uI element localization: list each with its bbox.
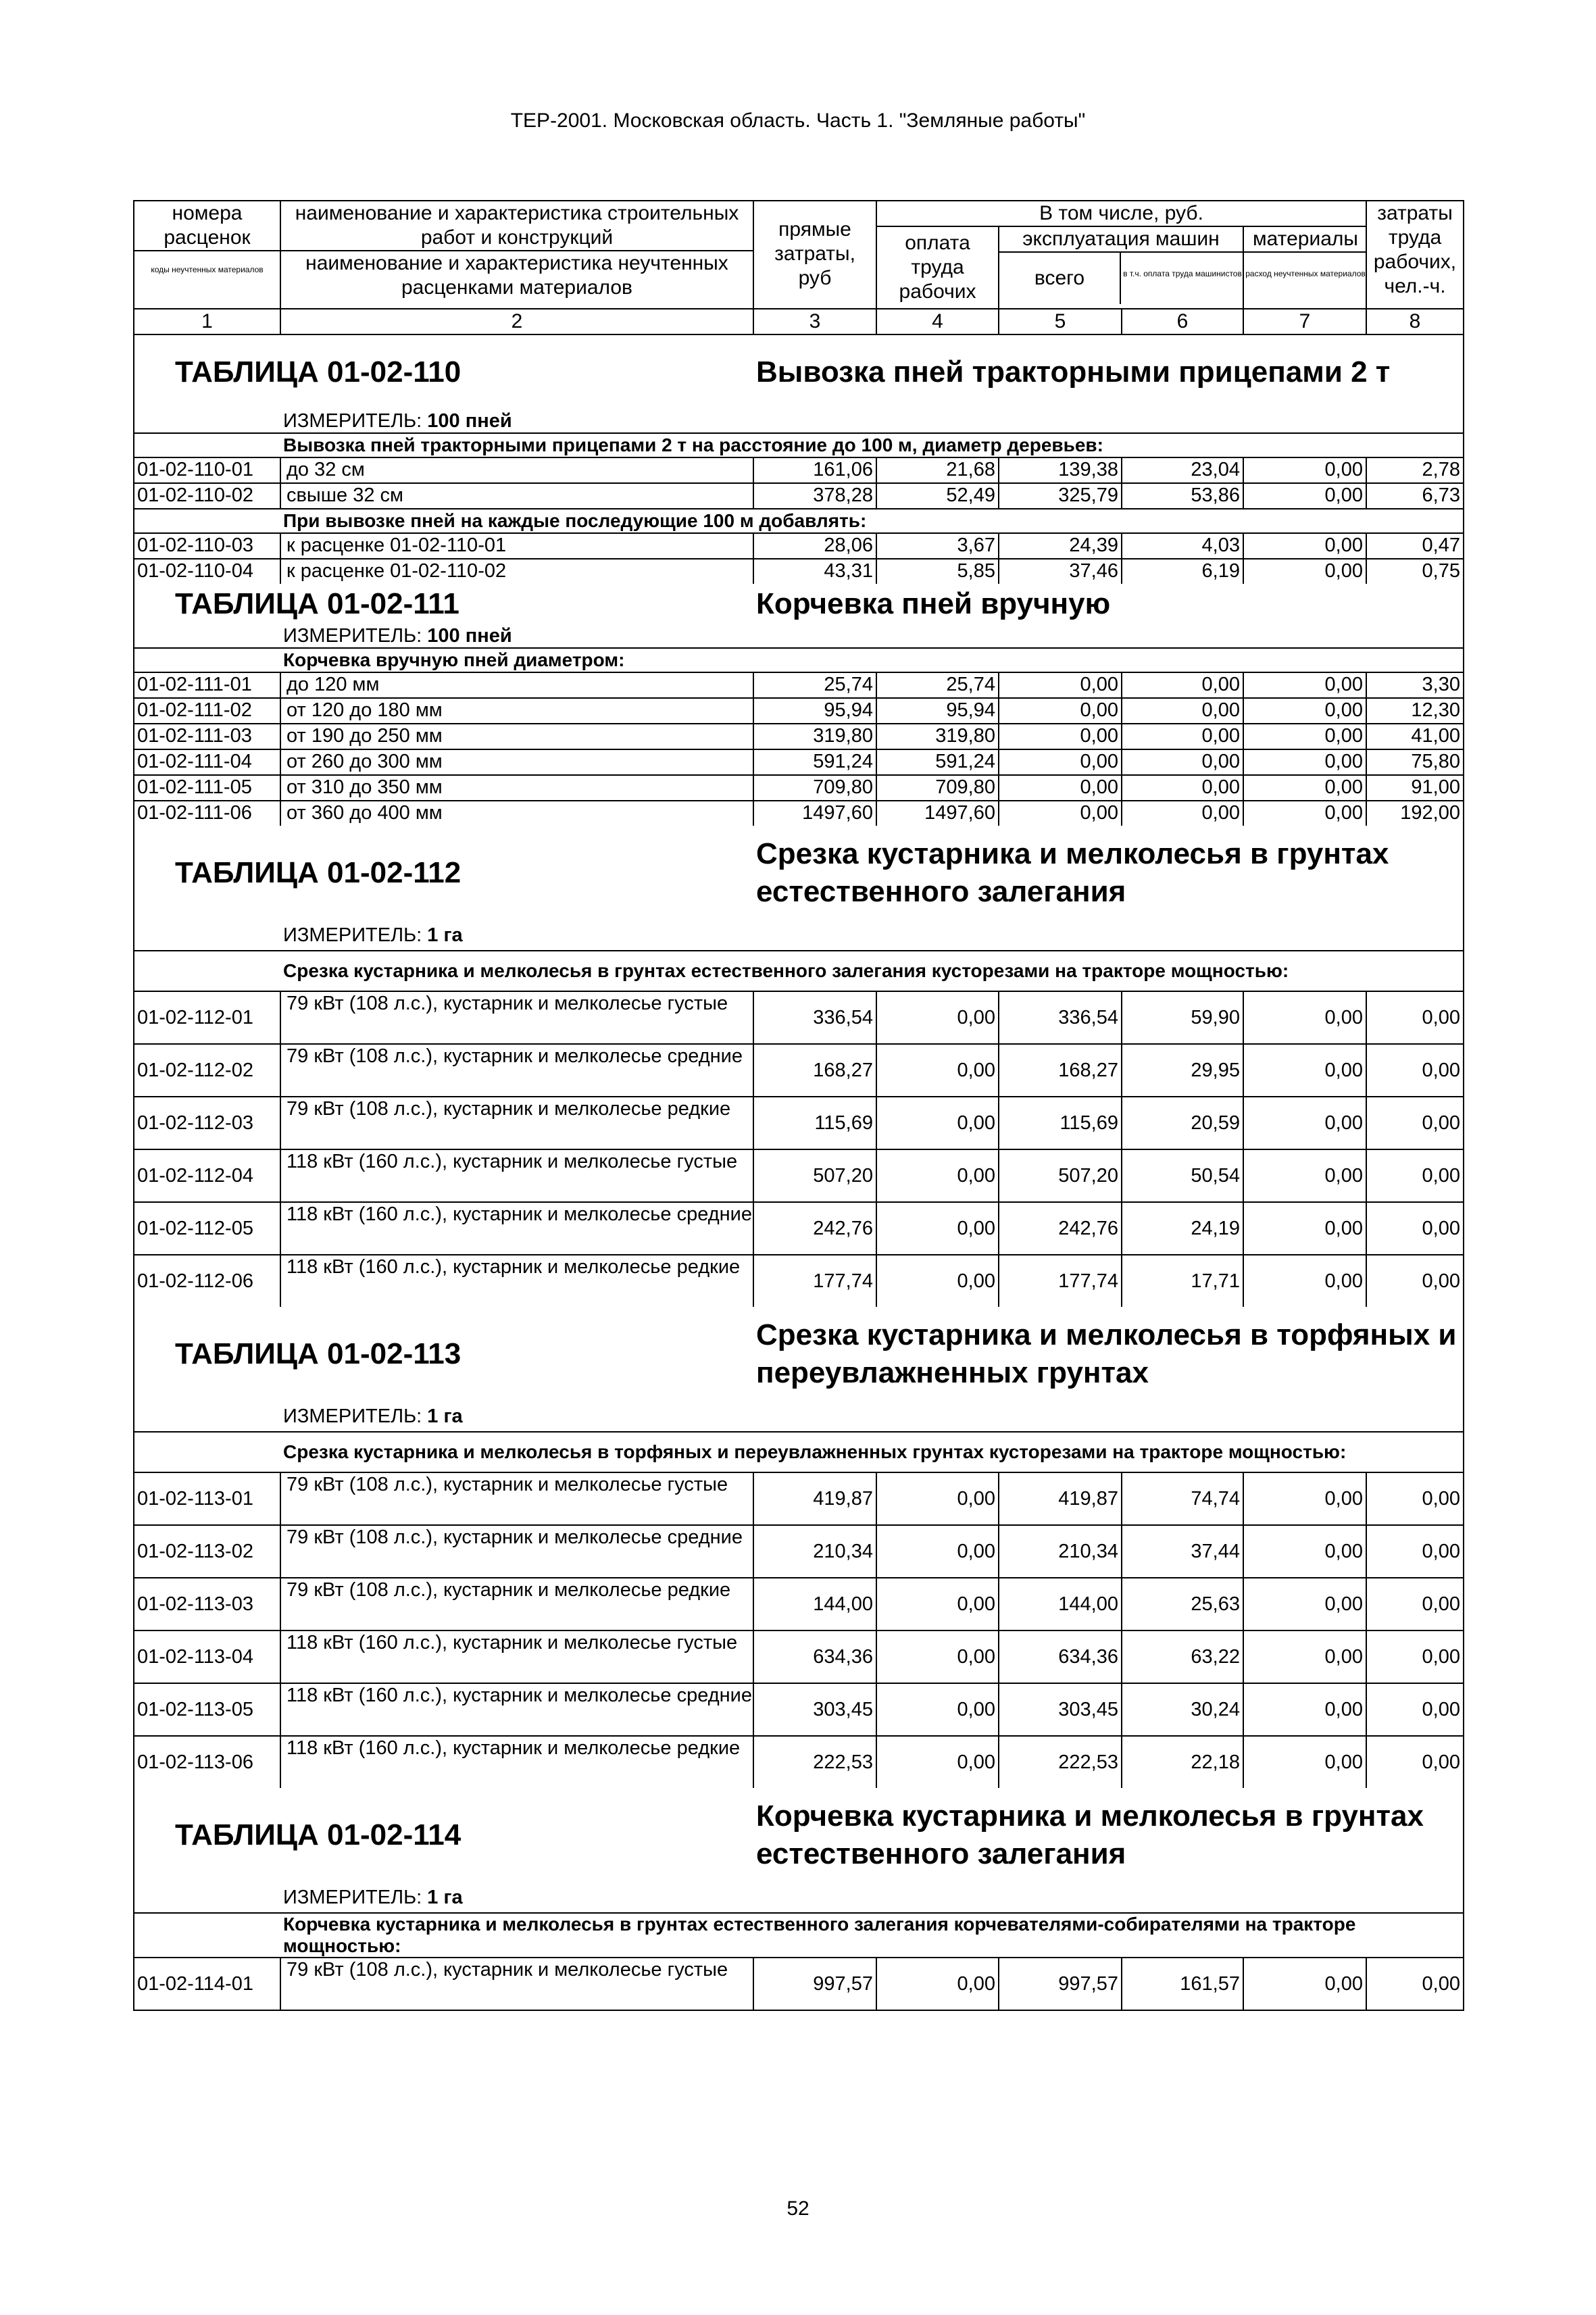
machine-total-cell: 997,57	[999, 1958, 1122, 2010]
table-row	[134, 1043, 1463, 1096]
labor-pay-cell: 0,00	[877, 1203, 999, 1254]
direct-cost-cell: 161,06	[754, 458, 877, 482]
work-name-cell: к расценке 01-02-110-02	[281, 559, 754, 584]
machine-total-cell: 634,36	[999, 1631, 1122, 1683]
column-number: 7	[1244, 309, 1367, 334]
page-number: 52	[787, 2197, 809, 2220]
materials-cell: 0,00	[1244, 992, 1367, 1043]
machine-total-cell: 144,00	[999, 1578, 1122, 1630]
column-numbers	[134, 309, 1463, 335]
labor-hours-cell: 12,30	[1411, 699, 1460, 721]
direct-cost-cell: 43,31	[754, 559, 877, 584]
machinist-pay-cell: 4,03	[1122, 534, 1244, 558]
rate-code-cell: 01-02-113-02	[134, 1526, 281, 1577]
table-row	[134, 774, 1463, 800]
machine-total-cell: 0,00	[999, 724, 1122, 749]
machine-total-cell: 419,87	[999, 1473, 1122, 1524]
materials-cell: 0,00	[1244, 1737, 1367, 1788]
labor-pay-cell: 3,67	[877, 534, 999, 558]
work-name-cell: до 120 мм	[281, 673, 754, 697]
header-text: руб	[798, 267, 832, 289]
machine-total-cell: 168,27	[999, 1045, 1122, 1096]
labor-hours-cell: 0,00	[1422, 1487, 1460, 1510]
machine-total-cell: 210,34	[999, 1526, 1122, 1577]
labor-hours-cell: 0,00	[1422, 1972, 1460, 1995]
work-name-cell: 79 кВт (108 л.с.), кустарник и мелколесье средние	[281, 1045, 754, 1096]
machinist-pay-cell: 161,57	[1122, 1958, 1244, 2010]
header-text: труда	[911, 256, 964, 278]
table-row	[134, 1524, 1463, 1577]
estimate-block	[134, 1307, 1463, 1788]
table-id: ТАБЛИЦА 01-02-110	[175, 355, 462, 389]
section-title: При вывозке пней на каждые последующие 100 м добавлять:	[134, 508, 1463, 532]
header-text: труда	[1388, 226, 1442, 249]
machinist-pay-cell: 53,86	[1122, 484, 1244, 508]
direct-cost-cell: 378,28	[754, 484, 877, 508]
machine-total-cell: 24,39	[999, 534, 1122, 558]
direct-cost-cell: 634,36	[754, 1631, 877, 1683]
rate-code-cell: 01-02-112-04	[134, 1150, 281, 1201]
measure-value: 1 га	[427, 1405, 463, 1427]
materials-cell: 0,00	[1244, 1203, 1367, 1254]
materials-cell: 0,00	[1244, 1578, 1367, 1630]
direct-cost-cell: 222,53	[754, 1737, 877, 1788]
work-name-cell: 79 кВт (108 л.с.), кустарник и мелколесье густые	[281, 1958, 754, 2010]
rate-code-cell: 01-02-113-04	[134, 1631, 281, 1683]
direct-cost-cell: 177,74	[754, 1255, 877, 1307]
labor-hours-cell: 6,73	[1422, 484, 1460, 506]
work-name-cell: 118 кВт (160 л.с.), кустарник и мелколесье редкие	[281, 1255, 754, 1307]
column-number: 5	[999, 309, 1122, 334]
machine-total-cell: 0,00	[999, 673, 1122, 697]
labor-hours-cell: 0,00	[1422, 1006, 1460, 1028]
work-name-cell: 79 кВт (108 л.с.), кустарник и мелколесье средние	[281, 1526, 754, 1577]
work-name-cell: от 260 до 300 мм	[281, 750, 754, 774]
materials-cell: 0,00	[1244, 1045, 1367, 1096]
materials-cell: 0,00	[1244, 458, 1367, 482]
estimate-block	[134, 1788, 1463, 2010]
table-row	[134, 482, 1463, 508]
table-title-row	[134, 826, 1463, 920]
header-text: материалы	[1244, 227, 1367, 253]
measure-label: ИЗМЕРИТЕЛЬ:	[283, 625, 422, 647]
header-text: затраты,	[774, 243, 855, 265]
table-title-row	[134, 1307, 1463, 1401]
rate-code-cell: 01-02-111-05	[134, 776, 281, 800]
labor-hours-cell: 0,75	[1422, 560, 1460, 582]
table-row	[134, 991, 1463, 1043]
work-name-cell: от 120 до 180 мм	[281, 699, 754, 723]
materials-cell: 0,00	[1244, 1097, 1367, 1149]
rate-code-cell: 01-02-110-02	[134, 484, 281, 508]
direct-cost-cell: 115,69	[754, 1097, 877, 1149]
table-title-row	[134, 335, 1463, 409]
direct-cost-cell: 997,57	[754, 1958, 877, 2010]
materials-cell: 0,00	[1244, 1526, 1367, 1577]
header-col-3	[754, 201, 877, 308]
labor-hours-cell: 0,00	[1422, 1593, 1460, 1615]
estimate-block	[134, 584, 1463, 826]
work-name-cell: 79 кВт (108 л.с.), кустарник и мелколесье редкие	[281, 1097, 754, 1149]
measure-value: 100 пней	[427, 410, 512, 432]
table-row	[134, 1472, 1463, 1524]
header-text: расценок	[164, 226, 251, 249]
machinist-pay-cell: 0,00	[1122, 750, 1244, 774]
header-text: прямые	[778, 218, 851, 241]
labor-pay-cell: 0,00	[877, 1684, 999, 1735]
machinist-pay-cell: 25,63	[1122, 1578, 1244, 1630]
labor-pay-cell: 0,00	[877, 1150, 999, 1201]
machinist-pay-cell: 63,22	[1122, 1631, 1244, 1683]
work-name-cell: от 360 до 400 мм	[281, 801, 754, 826]
labor-pay-cell: 1497,60	[877, 801, 999, 826]
labor-hours-cell: 0,00	[1422, 1540, 1460, 1562]
header-group-title: В том числе, руб.	[877, 201, 1366, 227]
machine-total-cell: 0,00	[999, 801, 1122, 826]
rate-code-cell: 01-02-111-03	[134, 724, 281, 749]
rate-code-cell: 01-02-110-03	[134, 534, 281, 558]
labor-hours-cell: 0,00	[1422, 1217, 1460, 1239]
measure-unit	[134, 624, 1463, 647]
work-name-cell: к расценке 01-02-110-01	[281, 534, 754, 558]
machine-total-cell: 242,76	[999, 1203, 1122, 1254]
machine-total-cell: 303,45	[999, 1684, 1122, 1735]
header-col-5-6	[999, 227, 1244, 308]
table-row	[134, 1735, 1463, 1788]
rate-code-cell: 01-02-111-04	[134, 750, 281, 774]
materials-cell: 0,00	[1244, 776, 1367, 800]
direct-cost-cell: 144,00	[754, 1578, 877, 1630]
table-row	[134, 1577, 1463, 1630]
machinist-pay-cell: 50,54	[1122, 1150, 1244, 1201]
labor-hours-cell: 0,00	[1422, 1698, 1460, 1720]
table-row	[134, 1683, 1463, 1735]
header-text: расценками материалов	[401, 276, 632, 299]
rate-code-cell: 01-02-113-06	[134, 1737, 281, 1788]
machine-total-cell: 37,46	[999, 559, 1122, 584]
materials-cell: 0,00	[1244, 1255, 1367, 1307]
header-text: расход неучтенных материалов	[1245, 269, 1366, 278]
labor-pay-cell: 21,68	[877, 458, 999, 482]
rate-code-cell: 01-02-112-01	[134, 992, 281, 1043]
materials-cell: 0,00	[1244, 1958, 1367, 2010]
work-name-cell: до 32 см	[281, 458, 754, 482]
machinist-pay-cell: 17,71	[1122, 1255, 1244, 1307]
table-name: Корчевка кустарника и мелколесья в грунтах естественного залегания	[756, 1799, 1424, 1870]
section-title: Корчевка вручную пней диаметром:	[134, 647, 1463, 672]
materials-cell: 0,00	[1244, 699, 1367, 723]
header-group	[877, 201, 1367, 308]
estimate-table	[133, 200, 1464, 2011]
machine-total-cell: 177,74	[999, 1255, 1122, 1307]
materials-cell: 0,00	[1244, 724, 1367, 749]
materials-cell: 0,00	[1244, 1684, 1367, 1735]
materials-cell: 0,00	[1244, 559, 1367, 584]
materials-cell: 0,00	[1244, 534, 1367, 558]
table-row	[134, 457, 1463, 482]
work-name-cell: 118 кВт (160 л.с.), кустарник и мелколесье редкие	[281, 1737, 754, 1788]
work-name-cell: 118 кВт (160 л.с.), кустарник и мелколесье густые	[281, 1150, 754, 1201]
direct-cost-cell: 25,74	[754, 673, 877, 697]
direct-cost-cell: 1497,60	[754, 801, 877, 826]
rate-code-cell: 01-02-112-02	[134, 1045, 281, 1096]
labor-hours-cell: 41,00	[1411, 725, 1460, 747]
machinist-pay-cell: 22,18	[1122, 1737, 1244, 1788]
table-row	[134, 1957, 1463, 2010]
table-id: ТАБЛИЦА 01-02-112	[175, 856, 462, 889]
table-title-row	[134, 1788, 1463, 1883]
header-text: номера	[172, 202, 243, 224]
header-text: затраты	[1377, 202, 1453, 224]
labor-pay-cell: 0,00	[877, 1578, 999, 1630]
direct-cost-cell: 507,20	[754, 1150, 877, 1201]
rate-code-cell: 01-02-112-03	[134, 1097, 281, 1149]
rate-code-cell: 01-02-110-04	[134, 559, 281, 584]
machinist-pay-cell: 74,74	[1122, 1473, 1244, 1524]
column-number: 6	[1122, 309, 1244, 334]
labor-pay-cell: 0,00	[877, 1631, 999, 1683]
table-row	[134, 723, 1463, 749]
header-col-2	[281, 201, 754, 308]
labor-pay-cell: 0,00	[877, 1526, 999, 1577]
page-header: ТЕР-2001. Московская область. Часть 1. "Земляные работы"	[510, 109, 1086, 132]
labor-pay-cell: 0,00	[877, 1045, 999, 1096]
machinist-pay-cell: 37,44	[1122, 1526, 1244, 1577]
header-text: наименование и характеристика неучтенных	[281, 250, 753, 276]
table-title-row	[134, 584, 1463, 624]
labor-pay-cell: 0,00	[877, 1737, 999, 1788]
machinist-pay-cell: 6,19	[1122, 559, 1244, 584]
rate-code-cell: 01-02-111-06	[134, 801, 281, 826]
labor-pay-cell: 25,74	[877, 673, 999, 697]
header-text: рабочих,	[1373, 251, 1457, 273]
measure-label: ИЗМЕРИТЕЛЬ:	[283, 1887, 422, 1908]
estimate-block	[134, 826, 1463, 1307]
labor-pay-cell: 591,24	[877, 750, 999, 774]
labor-hours-cell: 75,80	[1411, 751, 1460, 772]
labor-hours-cell: 0,47	[1422, 534, 1460, 556]
table-row	[134, 1201, 1463, 1254]
labor-pay-cell: 0,00	[877, 1958, 999, 2010]
table-row	[134, 558, 1463, 584]
labor-hours-cell: 0,00	[1422, 1059, 1460, 1081]
labor-pay-cell: 709,80	[877, 776, 999, 800]
column-number: 2	[281, 309, 754, 334]
machinist-pay-cell: 0,00	[1122, 699, 1244, 723]
direct-cost-cell: 591,24	[754, 750, 877, 774]
table-row	[134, 532, 1463, 558]
column-number: 3	[754, 309, 877, 334]
direct-cost-cell: 28,06	[754, 534, 877, 558]
labor-hours-cell: 0,00	[1422, 1645, 1460, 1668]
measure-unit	[134, 1883, 1463, 1912]
measure-unit	[134, 920, 1463, 950]
table-row	[134, 672, 1463, 697]
direct-cost-cell: 303,45	[754, 1684, 877, 1735]
materials-cell: 0,00	[1244, 1473, 1367, 1524]
measure-label: ИЗМЕРИТЕЛЬ:	[283, 1405, 422, 1427]
machine-total-cell: 139,38	[999, 458, 1122, 482]
column-number: 4	[877, 309, 999, 334]
header-text: коды неучтенных материалов	[134, 250, 280, 274]
materials-cell: 0,00	[1244, 673, 1367, 697]
work-name-cell: 118 кВт (160 л.с.), кустарник и мелколесье густые	[281, 1631, 754, 1683]
header-text: рабочих	[899, 280, 976, 303]
header-text: эксплуатация машин	[999, 227, 1243, 253]
header-col-7	[1244, 227, 1367, 308]
labor-hours-cell: 192,00	[1400, 802, 1460, 824]
labor-pay-cell: 0,00	[877, 1255, 999, 1307]
labor-hours-cell: 0,00	[1422, 1112, 1460, 1134]
table-header	[134, 201, 1463, 309]
work-name-cell: 118 кВт (160 л.с.), кустарник и мелколесье средние	[281, 1684, 754, 1735]
measure-unit	[134, 409, 1463, 432]
rate-code-cell: 01-02-114-01	[134, 1958, 281, 2010]
header-text: в т.ч. оплата труда машинистов	[1123, 269, 1242, 278]
materials-cell: 0,00	[1244, 484, 1367, 508]
header-col-8	[1367, 201, 1463, 308]
machinist-pay-cell: 23,04	[1122, 458, 1244, 482]
labor-hours-cell: 2,78	[1422, 459, 1460, 480]
work-name-cell: свыше 32 см	[281, 484, 754, 508]
machine-total-cell: 115,69	[999, 1097, 1122, 1149]
header-col-1	[134, 201, 281, 308]
machinist-pay-cell: 0,00	[1122, 673, 1244, 697]
direct-cost-cell: 168,27	[754, 1045, 877, 1096]
rate-code-cell: 01-02-113-05	[134, 1684, 281, 1735]
measure-value: 1 га	[427, 1887, 463, 1908]
table-id: ТАБЛИЦА 01-02-113	[175, 1337, 462, 1370]
labor-hours-cell: 0,00	[1422, 1270, 1460, 1292]
rate-code-cell: 01-02-112-05	[134, 1203, 281, 1254]
rate-code-cell: 01-02-112-06	[134, 1255, 281, 1307]
labor-hours-cell: 0,00	[1422, 1164, 1460, 1187]
work-name-cell: от 190 до 250 мм	[281, 724, 754, 749]
work-name-cell: от 310 до 350 мм	[281, 776, 754, 800]
section-title: Срезка кустарника и мелколесья в грунтах естественного залегания кусторезами на тракторе мощностью:	[134, 950, 1463, 991]
machine-total-cell: 0,00	[999, 750, 1122, 774]
table-id: ТАБЛИЦА 01-02-114	[175, 1818, 462, 1851]
header-text: работ и конструкций	[420, 226, 614, 249]
machine-total-cell: 222,53	[999, 1737, 1122, 1788]
materials-cell: 0,00	[1244, 801, 1367, 826]
table-row	[134, 749, 1463, 774]
machinist-pay-cell: 0,00	[1122, 776, 1244, 800]
measure-label: ИЗМЕРИТЕЛЬ:	[283, 410, 422, 432]
header-text: наименование и характеристика строительных	[295, 202, 739, 224]
labor-hours-cell: 3,30	[1422, 674, 1460, 695]
machine-total-cell: 325,79	[999, 484, 1122, 508]
labor-hours-cell: 91,00	[1411, 776, 1460, 798]
rate-code-cell: 01-02-111-01	[134, 673, 281, 697]
machine-total-cell: 0,00	[999, 699, 1122, 723]
section-title: Вывозка пней тракторными прицепами 2 т на расстояние до 100 м, диаметр деревьев:	[134, 432, 1463, 457]
column-number: 8	[1409, 310, 1421, 332]
table-id: ТАБЛИЦА 01-02-111	[175, 587, 459, 620]
materials-cell: 0,00	[1244, 1631, 1367, 1683]
section-title: Корчевка кустарника и мелколесья в грунтах естественного залегания корчевателями-собирателями на тракторе мощностью:	[134, 1912, 1463, 1957]
section-title: Срезка кустарника и мелколесья в торфяных и переувлажненных грунтах кусторезами на тракторе мощностью:	[134, 1431, 1463, 1472]
header-text: чел.-ч.	[1384, 275, 1446, 297]
direct-cost-cell: 242,76	[754, 1203, 877, 1254]
work-name-cell: 79 кВт (108 л.с.), кустарник и мелколесье редкие	[281, 1578, 754, 1630]
machinist-pay-cell: 30,24	[1122, 1684, 1244, 1735]
materials-cell: 0,00	[1244, 1150, 1367, 1201]
machinist-pay-cell: 20,59	[1122, 1097, 1244, 1149]
tables-container	[134, 335, 1463, 2010]
labor-pay-cell: 52,49	[877, 484, 999, 508]
machinist-pay-cell: 24,19	[1122, 1203, 1244, 1254]
machine-total-cell: 0,00	[999, 776, 1122, 800]
table-name: Корчевка пней вручную	[756, 587, 1111, 620]
labor-hours-cell: 0,00	[1422, 1751, 1460, 1773]
work-name-cell: 118 кВт (160 л.с.), кустарник и мелколесье средние	[281, 1203, 754, 1254]
direct-cost-cell: 95,94	[754, 699, 877, 723]
direct-cost-cell: 336,54	[754, 992, 877, 1043]
table-name: Срезка кустарника и мелколесья в торфяных и переувлажненных грунтах	[756, 1318, 1457, 1389]
materials-cell: 0,00	[1244, 750, 1367, 774]
rate-code-cell: 01-02-113-01	[134, 1473, 281, 1524]
rate-code-cell: 01-02-113-03	[134, 1578, 281, 1630]
machinist-pay-cell: 0,00	[1122, 724, 1244, 749]
table-row	[134, 1149, 1463, 1201]
measure-label: ИЗМЕРИТЕЛЬ:	[283, 924, 422, 946]
labor-pay-cell: 0,00	[877, 992, 999, 1043]
rate-code-cell: 01-02-110-01	[134, 458, 281, 482]
header-col-4	[877, 227, 999, 308]
table-row	[134, 800, 1463, 826]
labor-pay-cell: 319,80	[877, 724, 999, 749]
table-row	[134, 1630, 1463, 1683]
labor-pay-cell: 0,00	[877, 1473, 999, 1524]
work-name-cell: 79 кВт (108 л.с.), кустарник и мелколесье густые	[281, 992, 754, 1043]
machinist-pay-cell: 0,00	[1122, 801, 1244, 826]
table-name: Вывозка пней тракторными прицепами 2 т	[756, 355, 1391, 389]
machine-total-cell: 336,54	[999, 992, 1122, 1043]
machinist-pay-cell: 59,90	[1122, 992, 1244, 1043]
measure-value: 1 га	[427, 924, 463, 946]
machinist-pay-cell: 29,95	[1122, 1045, 1244, 1096]
header-text: всего	[999, 253, 1121, 304]
estimate-block	[134, 335, 1463, 584]
rate-code-cell: 01-02-111-02	[134, 699, 281, 723]
labor-pay-cell: 95,94	[877, 699, 999, 723]
direct-cost-cell: 210,34	[754, 1526, 877, 1577]
table-name: Срезка кустарника и мелколесья в грунтах естественного залегания	[756, 837, 1389, 908]
table-row	[134, 1254, 1463, 1307]
column-number: 1	[134, 309, 281, 334]
direct-cost-cell: 319,80	[754, 724, 877, 749]
machine-total-cell: 507,20	[999, 1150, 1122, 1201]
measure-unit	[134, 1401, 1463, 1431]
header-text: оплата	[905, 232, 970, 254]
direct-cost-cell: 419,87	[754, 1473, 877, 1524]
direct-cost-cell: 709,80	[754, 776, 877, 800]
labor-pay-cell: 5,85	[877, 559, 999, 584]
measure-value: 100 пней	[427, 625, 512, 647]
work-name-cell: 79 кВт (108 л.с.), кустарник и мелколесье густые	[281, 1473, 754, 1524]
labor-pay-cell: 0,00	[877, 1097, 999, 1149]
table-row	[134, 1096, 1463, 1149]
table-row	[134, 697, 1463, 723]
